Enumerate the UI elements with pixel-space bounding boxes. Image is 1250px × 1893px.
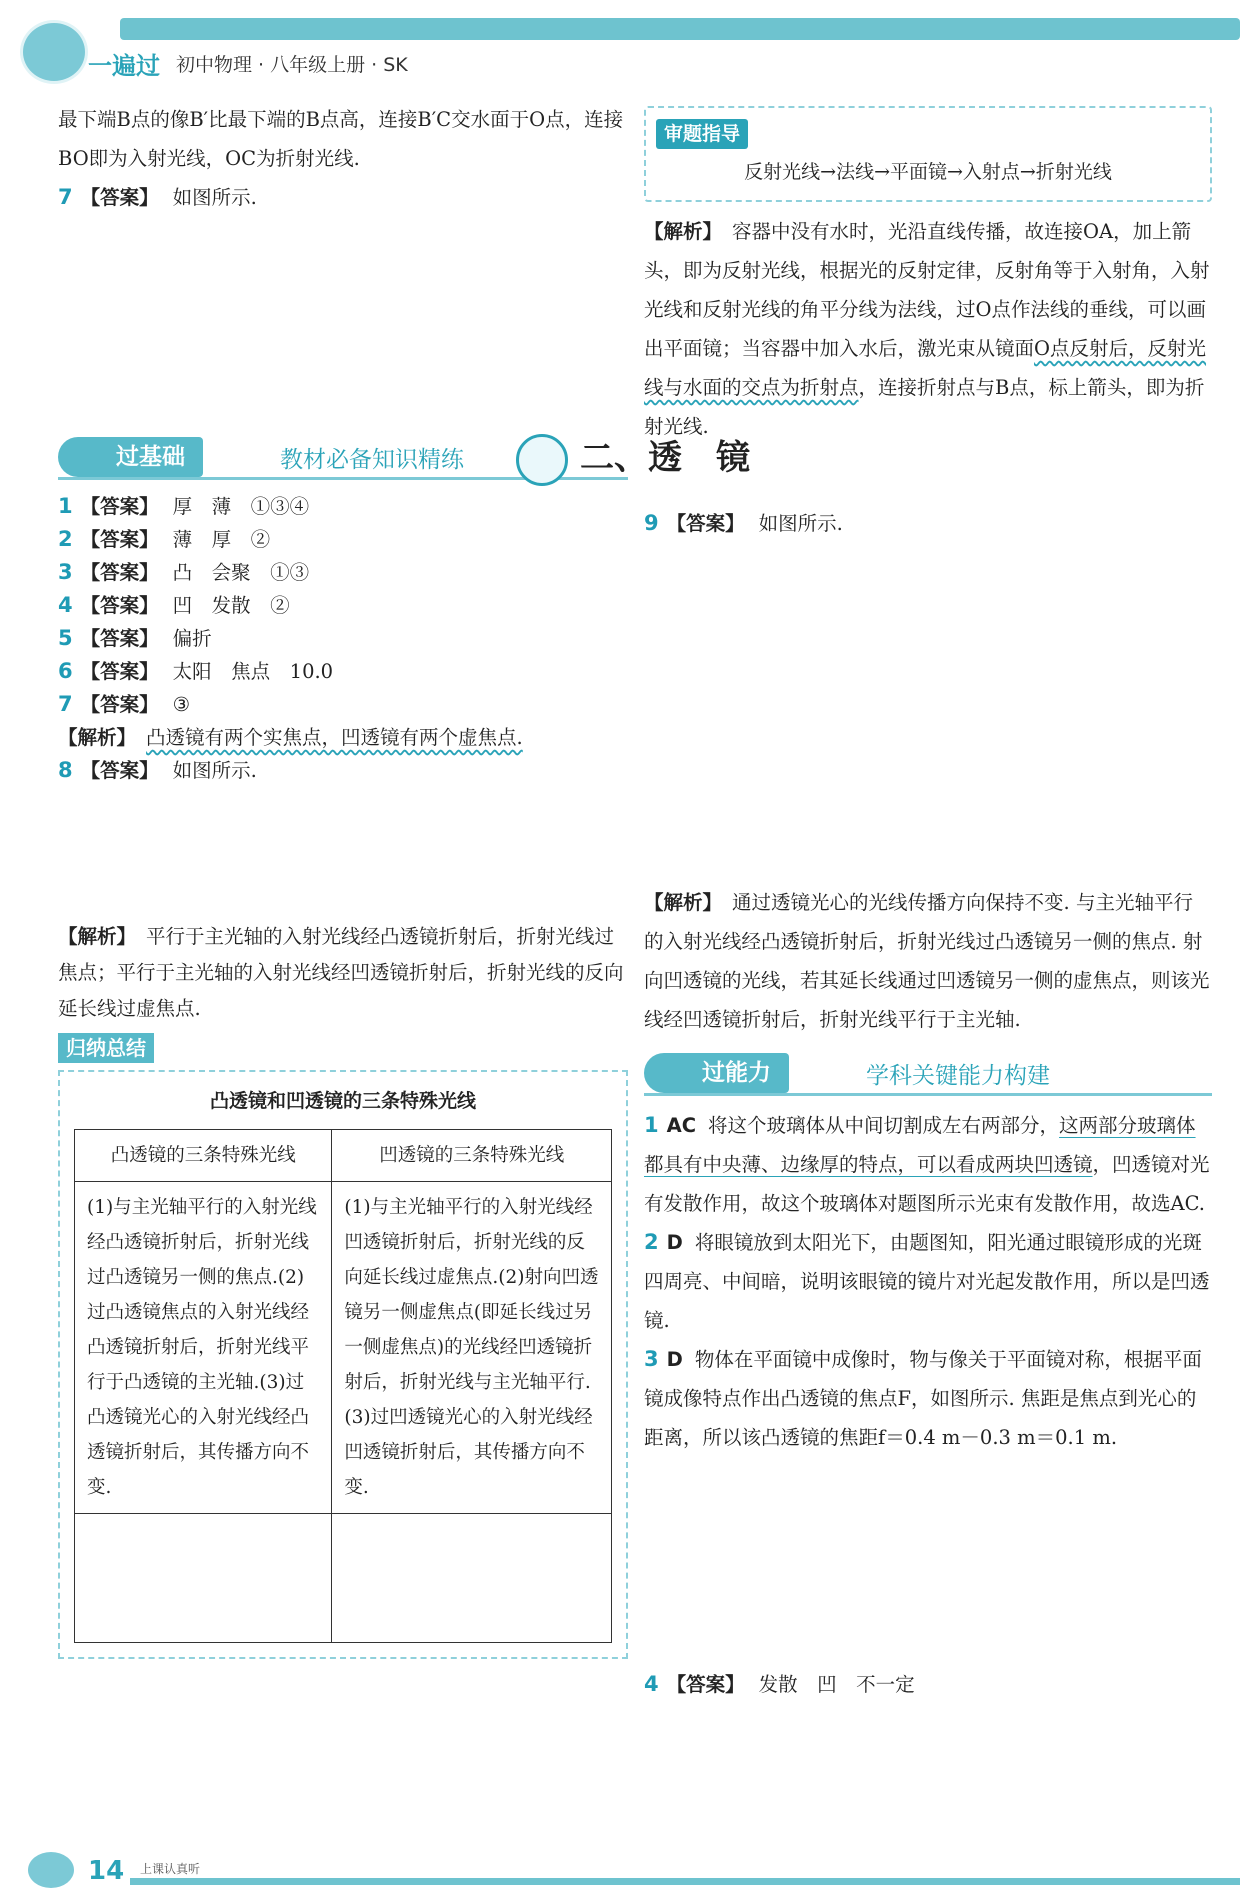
concave-rays-figure-cell [332, 1514, 612, 1643]
summary-table-title: 凸透镜和凹透镜的三条特殊光线 [209, 1090, 476, 1112]
answer-tag: 【 答案 】 [81, 186, 159, 209]
list-item: 1【 答案 】 厚 薄 ①③④ [58, 490, 628, 523]
list-item: 3【 答案 】 凸 会聚 ①③ [58, 556, 628, 589]
summary-box [58, 1070, 628, 1659]
ability-q2: 2 D 将眼镜放到太阳光下，由题图知，阳光通过眼镜形成的光斑四周亮、中间暗，说明该眼镜的镜片对光起发散作用，所以是凹透镜. [644, 1230, 1210, 1332]
brand-name: 一遍过 [88, 52, 160, 80]
ability-q1: 1 AC 将这个玻璃体从中间切割成左右两部分，这两部分玻璃体都具有中央薄、边缘厚的特点，可以看成两块凹透镜，凹透镜对光有发散作用，故这个玻璃体对题图所示光束有发散作用，故选AC. [644, 1113, 1210, 1215]
q7-prev-answer [58, 178, 628, 217]
answer-text: 如图所示. [172, 186, 257, 209]
guide-tag: 审题指导 [656, 119, 748, 149]
section-title: 二、透 镜 [516, 430, 750, 486]
banner-tag: 过能力 [644, 1053, 789, 1093]
q7-explanation-right: 【 解析 】 容器中没有水时，光沿直线传播，故连接OA，加上箭头，即为反射光线，根据光的反射定律，反射角等于入射角，入射光线和反射光线的角平分线为法线，过O点作法线的垂线，可以画出平面镜；当容器中加入水后，激光束从镜面O点反射后，反射光线与水面的交点为折射点，连接折射点与B点，标上箭头，即为折射光线. [644, 212, 1212, 446]
ability-q3: 3 D 物体在平面镜中成像时，物与像关于平面镜对称，根据平面镜成像特点作出凸透镜的焦点F，如图所示. 焦距是焦点到光心的距离，所以该凸透镜的焦距f＝0.4 m－0.3 m＝0.1 m. [644, 1347, 1202, 1449]
q8-explanation: 【 解析 】 平行于主光轴的入射光线经凸透镜折射后，折射光线过焦点；平行于主光轴的入射光线经凹透镜折射后，折射光线的反向延长线过虚焦点. [58, 919, 628, 1027]
convex-rays-figure-cell [75, 1514, 332, 1643]
q8-answer: 8【 答案 】 如图所示. [58, 754, 628, 787]
guide-text: 反射光线→法线→平面镜→入射点→折射光线 [744, 161, 1112, 183]
list-item: 4【 答案 】 凹 发散 ② [58, 589, 628, 622]
brand-logo-icon [20, 20, 88, 84]
special-rays-table [74, 1129, 612, 1643]
list-item: 5【 答案 】 偏折 [58, 622, 628, 655]
table-header-concave: 凹透镜的三条特殊光线 [332, 1130, 612, 1182]
page-number: 14 [88, 1856, 125, 1886]
header-strip [120, 18, 1240, 40]
prev-explanation-continued: 最下端B点的像B′比最下端的B点高，连接B′C交水面于O点，连接BO即为入射光线，OC为折射光线. [58, 108, 624, 170]
q9-explanation: 【 解析 】 通过透镜光心的光线传播方向保持不变. 与主光轴平行的入射光线经凸透镜折射后，折射光线过凸透镜另一侧的焦点. 射向凹透镜的光线，若其延长线通过凹透镜另一侧的虚焦点，则该光线经凹透镜折射后，折射光线平行于主光轴. [644, 883, 1212, 1039]
footer-slogan: 上课认真听 [140, 1862, 201, 1876]
concave-rays-text: (1)与主光轴平行的入射光线经凹透镜折射后，折射光线的反向延长线过虚焦点.(2)射向凹透镜另一侧虚焦点(即延长线过另一侧虚焦点)的光线经凹透镜折射后，折射光线与主光轴平行.(3)过凹透镜光心的入射光线经凹透镜折射后，其传播方向不变. [332, 1182, 612, 1514]
right-column [644, 100, 1212, 1704]
banner-tag: 过基础 [58, 437, 203, 477]
page-header [0, 0, 1250, 92]
summary-tag: 归纳总结 [58, 1033, 154, 1063]
banner-subtitle: 学科关键能力构建 [866, 1063, 1050, 1089]
book-subject: 初中物理 · 八年级上册 · SK [176, 54, 408, 76]
reading-guide-box [644, 106, 1212, 202]
q9-answer: 9【 答案 】 如图所示. [644, 504, 1212, 543]
footer-mascot-icon [28, 1852, 74, 1888]
page-footer [0, 1848, 1250, 1893]
table-header-convex: 凸透镜的三条特殊光线 [75, 1130, 332, 1182]
list-item: 2【 答案 】 薄 厚 ② [58, 523, 628, 556]
left-column [58, 100, 628, 1659]
question-number: 7 [58, 185, 73, 209]
convex-rays-text: (1)与主光轴平行的入射光线经凸透镜折射后，折射光线过凸透镜另一侧的焦点.(2)过凸透镜焦点的入射光线经凸透镜折射后，折射光线平行于凸透镜的主光轴.(3)过凸透镜光心的入射光线经凸透镜折射后，其传播方向不变. [75, 1182, 332, 1514]
q4-answer: 4【 答案 】 发散 凹 不一定 [644, 1665, 1212, 1704]
section-banner-ability [644, 1053, 1212, 1096]
banner-subtitle: 教材必备知识精练 [280, 447, 464, 473]
answer-list [58, 490, 628, 787]
footer-strip [130, 1878, 1240, 1885]
list-item: 7【 答案 】 ③ [58, 688, 628, 721]
star-mascot-icon [516, 434, 568, 486]
list-item: 6【 答案 】 太阳 焦点 10.0 [58, 655, 628, 688]
q7-explanation: 【 解析 】 凸透镜有两个实焦点，凹透镜有两个虚焦点. [58, 721, 628, 754]
